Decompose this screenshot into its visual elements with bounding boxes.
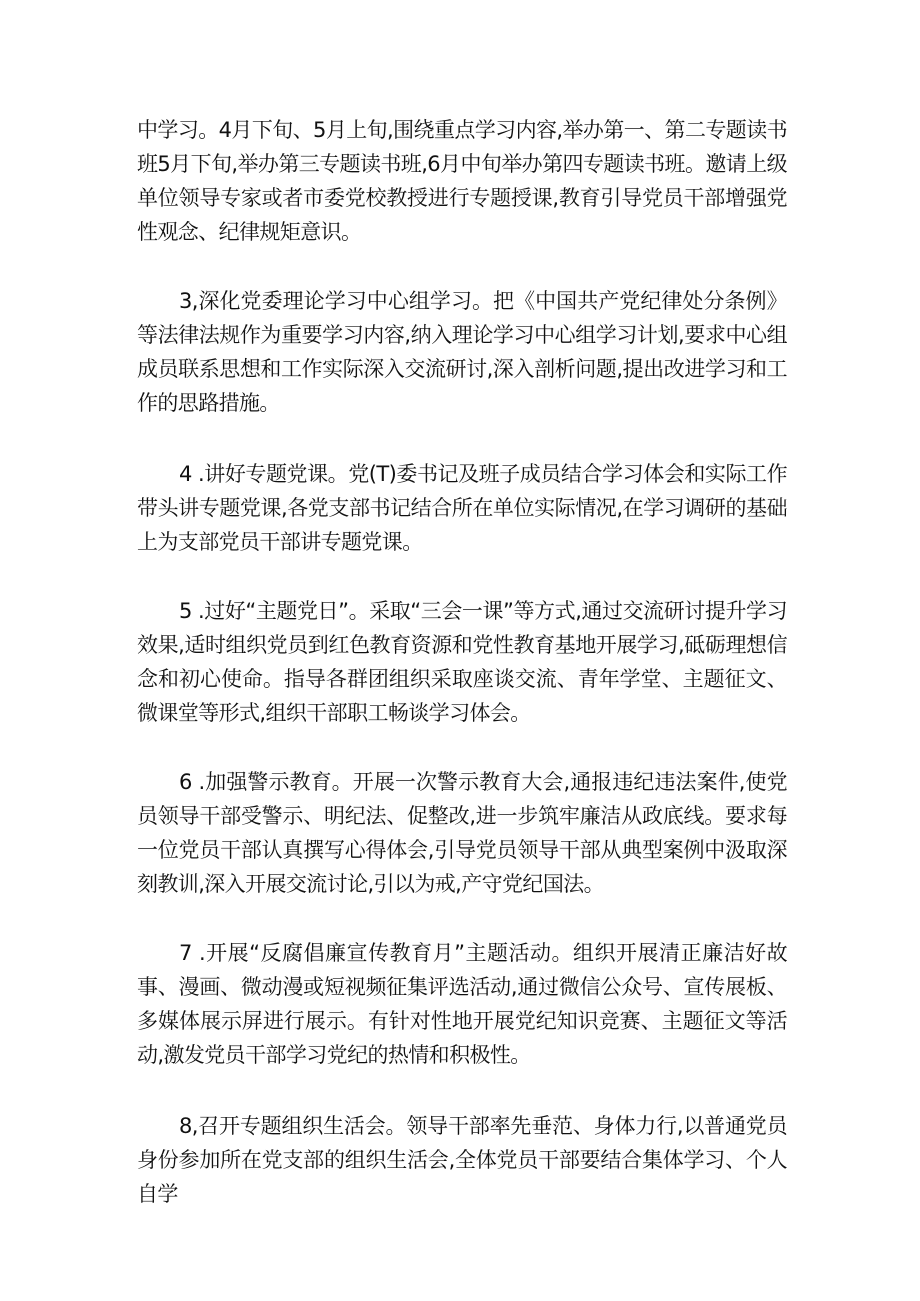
paragraph-item-4: 4 .讲好专题党课。党(T)委书记及班子成员结合学习体会和实际工作带头讲专题党课,各党支部书记结合所在单位实际情况,在学习调研的基础上为支部党员干部讲专题党课。 [137, 462, 787, 554]
paragraph-item-8: 8,召开专题组织生活会。领导干部率先垂范、身体力行,以普通党员身份参加所在党支部的组织生活会,全体党员干部要结合集体学习、个人自学 [137, 1114, 787, 1206]
paragraph-item-6: 6 .加强警示教育。开展一次警示教育大会,通报违纪违法案件,使党员领导干部受警示、明纪法、促整改,进一步筑牢廉洁从政底线。要求每一位党员干部认真撰写心得体会,引导党员领导干部从典型案例中汲取深刻教训,深入开展交流讨论,引以为戒,产守党纪国法。 [137, 770, 787, 896]
paragraph-item-3: 3,深化党委理论学习中心组学习。把《中国共产党纪律处分条例》等法律法规作为重要学习内容,纳入理论学习中心组学习计划,要求中心组成员联系思想和工作实际深入交流研讨,深入剖析问题,提出改进学习和工作的思路措施。 [137, 289, 787, 415]
paragraph-study-continuation: 中学习。4月下旬、5月上旬,围绕重点学习内容,举办第一、第二专题读书班5月下旬,举办第三专题读书班,6月中旬举办第四专题读书班。邀请上级单位领导专家或者市委党校教授进行专题授课,教育引导党员干部增强党性观念、纪律规矩意识。 [137, 118, 787, 244]
paragraph-item-7: 7 .开展“反腐倡廉宣传教育月”主题活动。组织开展清正廉洁好故事、漫画、微动漫或短视频征集评选活动,通过微信公众号、宣传展板、多媒体展示屏进行展示。有针对性地开展党纪知识竞赛、主题征文等活动,激发党员干部学习党纪的热情和积极性。 [137, 941, 787, 1067]
paragraph-item-5: 5 .过好“主题党日”。采取“三会一课”等方式,通过交流研讨提升学习效果,适时组织党员到红色教育资源和党性教育基地开展学习,砥砺理想信念和初心使命。指导各群团组织采取座谈交流、青年学堂、主题征文、微课堂等形式,组织干部职工畅谈学习体会。 [137, 599, 787, 725]
